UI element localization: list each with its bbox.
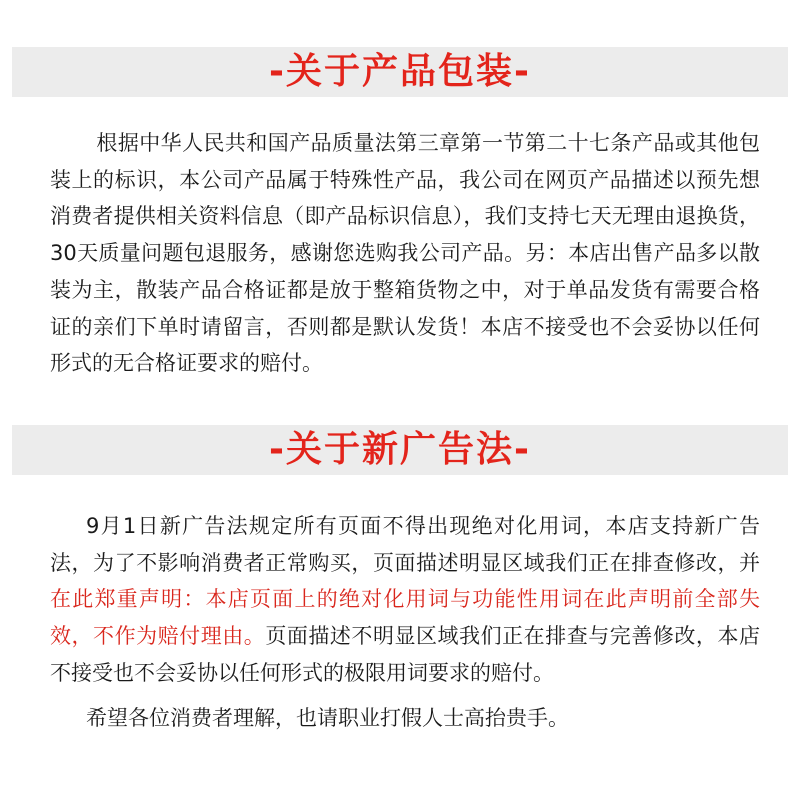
section-header-packaging (12, 47, 788, 97)
section-title-advertising-law: -关于新广告法- (269, 429, 531, 470)
advertising-law-text-end: 页面描述不明显区域我们正在排查与完善修改，本店不接受也不会妥协以任何形式的极限用词要求的赔付。 (50, 624, 760, 685)
packaging-text: 根据中华人民共和国产品质量法第三章第一节第二十七条产品或其他包装上的标识，本公司产品属于特殊性产品，我公司在网页产品描述以预先想消费者提供相关资料信息（即产品标识信息），我们支持七天无理由退换货，30天质量问题包退服务，感谢您选购我公司产品。另：本店出售产品多以散装为主，散装产品合格证都是放于整箱货物之中，对于单品发货有需要合格证的亲们下单时请留言，否则都是默认发货！本店不接受也不会妥协以任何形式的无合格证要求的赔付。 (50, 131, 760, 376)
closing-paragraph (50, 700, 760, 737)
advertising-law-text-start: 9月1日新广告法规定所有页面不得出现绝对化用词，本店支持新广告法，为了不影响消费者正常购买，页面描述明显区域我们正在排查修改，并 (50, 514, 760, 575)
advertising-law-paragraph (50, 508, 760, 692)
closing-text: 希望各位消费者理解，也请职业打假人士高抬贵手。 (86, 706, 569, 730)
advertising-law-highlight: 在此郑重声明：本店页面上的绝对化用词与功能性用词在此声明前全部失效，不作为赔付理由。 (50, 587, 760, 649)
section-header-advertising-law (12, 425, 788, 475)
packaging-paragraph (50, 125, 760, 382)
section-title-packaging: -关于产品包装- (269, 51, 531, 92)
